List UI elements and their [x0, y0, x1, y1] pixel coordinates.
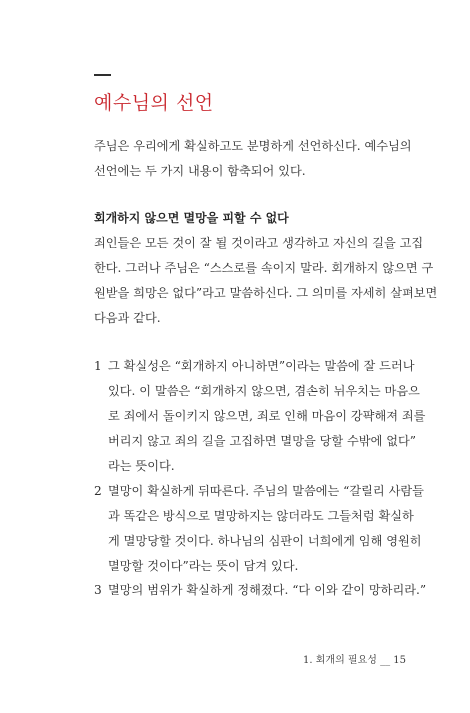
list-item-line: 있다. 이 말씀은 “회개하지 않으면, 겸손히 뉘우치는 마음으	[108, 384, 420, 398]
title-dash-ornament	[94, 74, 111, 76]
list-item-line: 과 똑같은 방식으로 멸망하지는 않더라도 그들처럼 확실하	[108, 509, 414, 523]
paragraph-line: 다음과 같다.	[94, 311, 161, 325]
list-item-line: 그 확실성은 “회개하지 아니하면”이라는 말씀에 잘 드러나	[108, 359, 415, 373]
intro-line: 선언에는 두 가지 내용이 함축되어 있다.	[94, 164, 306, 178]
paragraph-line: 죄인들은 모든 것이 잘 될 것이라고 생각하고 자신의 길을 고집	[94, 236, 424, 250]
list-item-line: 멸망의 범위가 확실하게 정해졌다. “다 이와 같이 망하리라.”	[108, 583, 427, 597]
running-footer-page-number: 1. 회개의 필요성 __ 15	[303, 655, 406, 666]
list-item-number: 3	[94, 583, 102, 597]
list-item-line: 버리지 않고 죄의 길을 고집하면 멸망을 당할 수밖에 없다”	[108, 434, 417, 448]
list-item-line: 멸망할 것이다”라는 뜻이 담겨 있다.	[108, 559, 299, 573]
list-item-number: 2	[94, 484, 102, 498]
list-item-line: 라는 뜻이다.	[108, 459, 175, 473]
list-item-line: 게 멸망당할 것이다. 하나님의 심판이 너희에게 임해 영원히	[108, 534, 422, 548]
chapter-title: 예수님의 선언	[94, 92, 214, 114]
paragraph-line: 한다. 그러나 주님은 “스스로를 속이지 말라. 회개하지 않으면 구	[94, 261, 434, 275]
paragraph-line: 원받을 희망은 없다”라고 말씀하신다. 그 의미를 자세히 살펴보면	[94, 286, 438, 300]
intro-line: 주님은 우리에게 확실하고도 분명하게 선언하신다. 예수님의	[94, 139, 412, 153]
list-item-number: 1	[94, 359, 102, 373]
list-item-line: 멸망이 확실하게 뒤따른다. 주님의 말씀에는 “갈릴리 사람들	[108, 484, 424, 498]
list-item-line: 로 죄에서 돌이키지 않으면, 죄로 인해 마음이 강퍅해져 죄를	[108, 409, 426, 423]
section-heading: 회개하지 않으면 멸망을 피할 수 없다	[94, 211, 289, 225]
